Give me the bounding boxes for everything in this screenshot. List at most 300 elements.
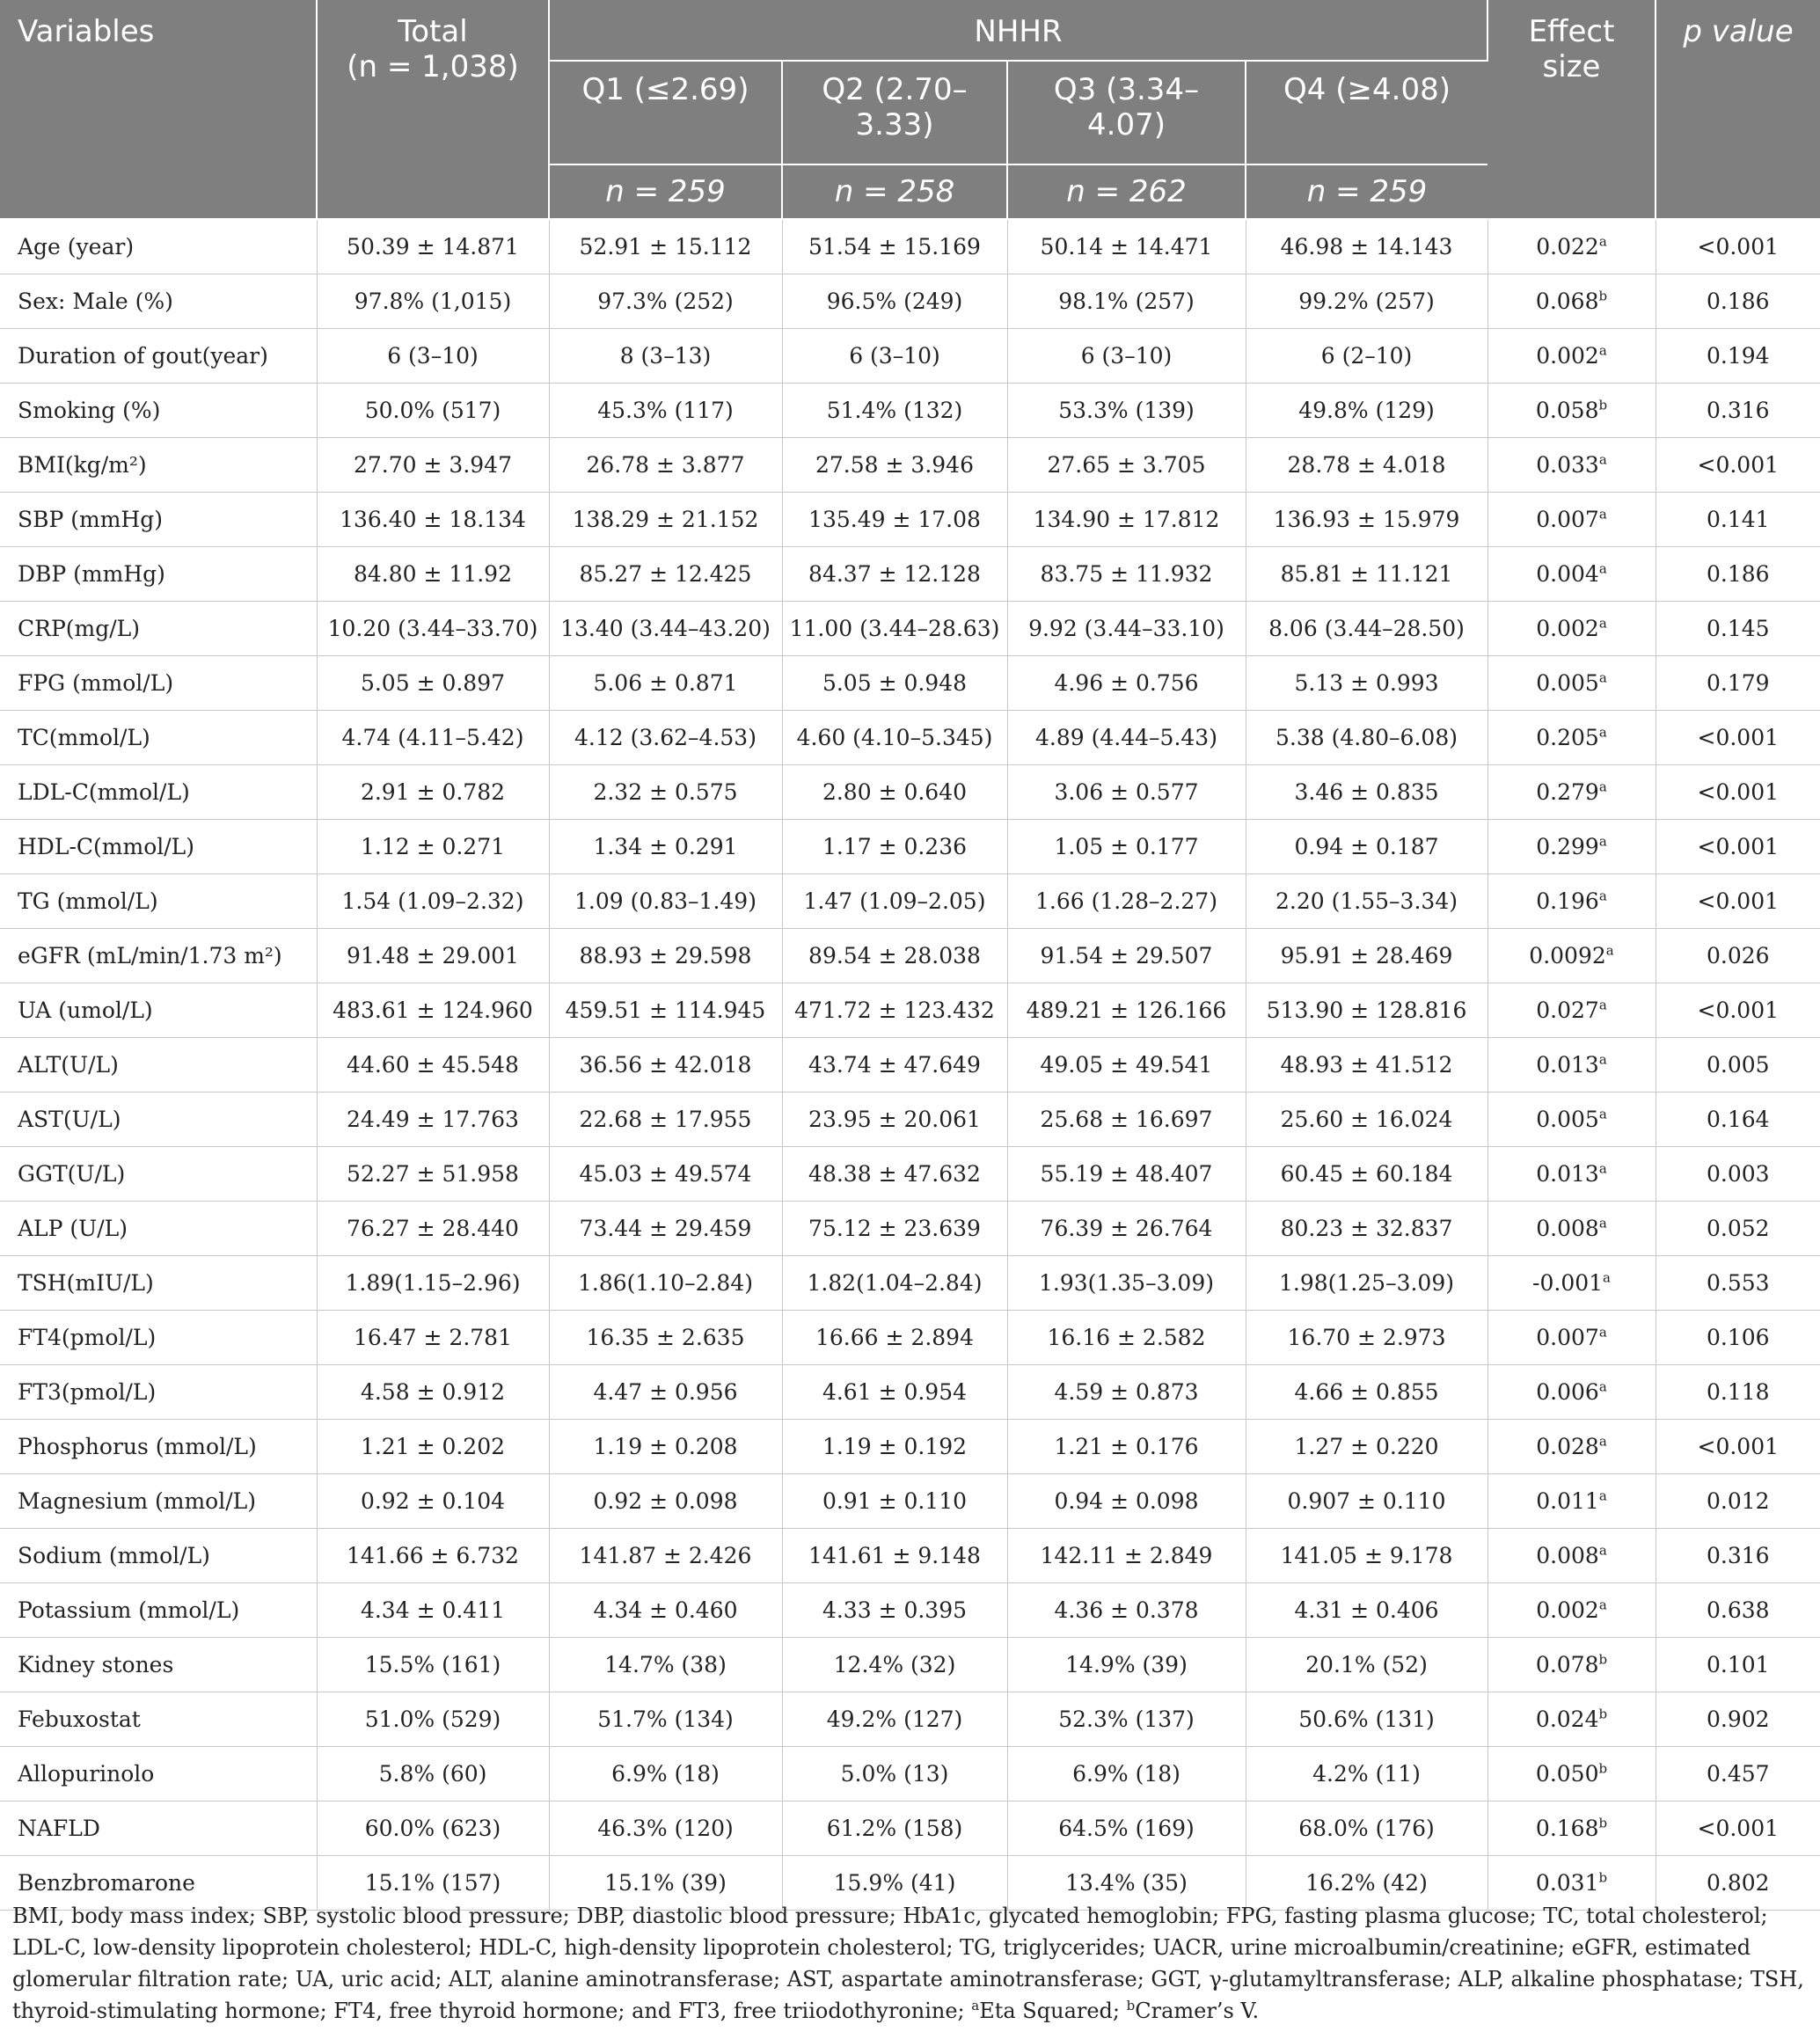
- q3-cell: 142.11 ± 2.849: [1007, 1529, 1246, 1583]
- p-value-cell: <0.001: [1656, 219, 1820, 274]
- effect-size-value: 0.005: [1536, 1106, 1599, 1132]
- variable-cell: NAFLD: [0, 1801, 317, 1856]
- q1-cell: 8 (3–13): [549, 329, 782, 384]
- variable-cell: TC(mmol/L): [0, 711, 317, 765]
- q2-cell: 2.80 ± 0.640: [782, 765, 1007, 820]
- effect-size-cell: [1487, 1256, 1656, 1311]
- q3-cell: 1.93(1.35–3.09): [1007, 1256, 1246, 1311]
- effect-size-superscript: a: [1605, 942, 1614, 959]
- variable-cell: TG (mmol/L): [0, 874, 317, 929]
- effect-size-value: -0.001: [1532, 1269, 1604, 1296]
- effect-size-cell: [1487, 1747, 1656, 1801]
- total-cell: 4.58 ± 0.912: [317, 1365, 549, 1420]
- q1-cell: 6.9% (18): [549, 1747, 782, 1801]
- total-cell: 1.12 ± 0.271: [317, 820, 549, 874]
- q4-cell: 20.1% (52): [1246, 1638, 1487, 1692]
- table-row: [0, 874, 1820, 929]
- q2-cell: 471.72 ± 123.432: [782, 983, 1007, 1038]
- p-value-cell: 0.457: [1656, 1747, 1820, 1801]
- effect-size-value: 0.008: [1536, 1542, 1599, 1568]
- q2-cell: 51.4% (132): [782, 384, 1007, 438]
- effect-size-superscript: a: [1598, 778, 1607, 795]
- q3-cell: 6.9% (18): [1007, 1747, 1246, 1801]
- q3-cell: 4.89 (4.44–5.43): [1007, 711, 1246, 765]
- q1-cell: 2.32 ± 0.575: [549, 765, 782, 820]
- header-q3: Q3 (3.34–4.07): [1007, 61, 1246, 164]
- q4-cell: 5.13 ± 0.993: [1246, 656, 1487, 711]
- total-cell: 2.91 ± 0.782: [317, 765, 549, 820]
- effect-size-cell: [1487, 1638, 1656, 1692]
- variable-cell: CRP(mg/L): [0, 602, 317, 656]
- q2-cell: 4.60 (4.10–5.345): [782, 711, 1007, 765]
- q3-cell: 16.16 ± 2.582: [1007, 1311, 1246, 1365]
- variable-cell: LDL-C(mmol/L): [0, 765, 317, 820]
- table-row: [0, 219, 1820, 274]
- q3-cell: 53.3% (139): [1007, 384, 1246, 438]
- q3-cell: 0.94 ± 0.098: [1007, 1474, 1246, 1529]
- q2-cell: 5.0% (13): [782, 1747, 1007, 1801]
- effect-size-superscript: a: [1598, 1324, 1607, 1341]
- q4-cell: 16.70 ± 2.973: [1246, 1311, 1487, 1365]
- effect-size-superscript: a: [1598, 997, 1607, 1013]
- q3-cell: 4.59 ± 0.873: [1007, 1365, 1246, 1420]
- q4-cell: 1.27 ± 0.220: [1246, 1420, 1487, 1474]
- effect-size-value: 0.168: [1535, 1815, 1599, 1841]
- q2-cell: 51.54 ± 15.169: [782, 219, 1007, 274]
- table-row: [0, 983, 1820, 1038]
- effect-size-cell: [1487, 1529, 1656, 1583]
- effect-size-value: 0.299: [1536, 833, 1599, 859]
- q3-cell: 13.4% (35): [1007, 1856, 1246, 1911]
- total-cell: 1.54 (1.09–2.32): [317, 874, 549, 929]
- variable-cell: DBP (mmHg): [0, 547, 317, 602]
- q4-cell: 8.06 (3.44–28.50): [1246, 602, 1487, 656]
- p-value-cell: <0.001: [1656, 820, 1820, 874]
- variable-cell: TSH(mIU/L): [0, 1256, 317, 1311]
- total-cell: 52.27 ± 51.958: [317, 1147, 549, 1202]
- effect-size-value: 0.058: [1535, 397, 1599, 423]
- variable-cell: FPG (mmol/L): [0, 656, 317, 711]
- header-q1-n: n = 259: [549, 164, 782, 219]
- effect-size-cell: [1487, 384, 1656, 438]
- table-row: [0, 1311, 1820, 1365]
- table-row: [0, 1747, 1820, 1801]
- variable-cell: GGT(U/L): [0, 1147, 317, 1202]
- effect-size-cell: [1487, 1474, 1656, 1529]
- q2-cell: 0.91 ± 0.110: [782, 1474, 1007, 1529]
- q3-cell: 6 (3–10): [1007, 329, 1246, 384]
- effect-size-value: 0.068: [1535, 288, 1599, 314]
- q1-cell: 16.35 ± 2.635: [549, 1311, 782, 1365]
- p-value-cell: 0.106: [1656, 1311, 1820, 1365]
- q4-cell: 1.98(1.25–3.09): [1246, 1256, 1487, 1311]
- table-row: [0, 1147, 1820, 1202]
- p-value-cell: 0.026: [1656, 929, 1820, 983]
- p-value-cell: 0.052: [1656, 1202, 1820, 1256]
- q1-cell: 88.93 ± 29.598: [549, 929, 782, 983]
- table-row: [0, 438, 1820, 493]
- total-cell: 1.89(1.15–2.96): [317, 1256, 549, 1311]
- table-row: [0, 493, 1820, 547]
- q4-cell: 4.31 ± 0.406: [1246, 1583, 1487, 1638]
- p-value-cell: 0.194: [1656, 329, 1820, 384]
- header-total: [317, 0, 549, 219]
- p-value-cell: <0.001: [1656, 983, 1820, 1038]
- q3-cell: 76.39 ± 26.764: [1007, 1202, 1246, 1256]
- total-cell: 1.21 ± 0.202: [317, 1420, 549, 1474]
- q1-cell: 4.12 (3.62–4.53): [549, 711, 782, 765]
- q1-cell: 13.40 (3.44–43.20): [549, 602, 782, 656]
- effect-size-cell: [1487, 1420, 1656, 1474]
- q3-cell: 1.66 (1.28–2.27): [1007, 874, 1246, 929]
- q2-cell: 15.9% (41): [782, 1856, 1007, 1911]
- effect-size-cell: [1487, 1692, 1656, 1747]
- p-value-cell: 0.553: [1656, 1256, 1820, 1311]
- variable-cell: HDL-C(mmol/L): [0, 820, 317, 874]
- table-row: [0, 1420, 1820, 1474]
- total-cell: 97.8% (1,015): [317, 274, 549, 329]
- total-cell: 5.05 ± 0.897: [317, 656, 549, 711]
- effect-size-superscript: a: [1598, 506, 1607, 523]
- total-cell: 44.60 ± 45.548: [317, 1038, 549, 1093]
- variable-cell: Allopurinolo: [0, 1747, 317, 1801]
- q1-cell: 14.7% (38): [549, 1638, 782, 1692]
- table-row: [0, 274, 1820, 329]
- table-row: [0, 711, 1820, 765]
- q3-cell: 50.14 ± 14.471: [1007, 219, 1246, 274]
- q4-cell: 4.66 ± 0.855: [1246, 1365, 1487, 1420]
- p-value-cell: 0.164: [1656, 1093, 1820, 1147]
- q2-cell: 43.74 ± 47.649: [782, 1038, 1007, 1093]
- variable-cell: Kidney stones: [0, 1638, 317, 1692]
- effect-size-value: 0.031: [1535, 1869, 1599, 1896]
- table-row: [0, 929, 1820, 983]
- q2-cell: 1.82(1.04–2.84): [782, 1256, 1007, 1311]
- effect-size-cell: [1487, 711, 1656, 765]
- q1-cell: 97.3% (252): [549, 274, 782, 329]
- header-group-nhhr: NHHR: [549, 0, 1487, 61]
- total-cell: 5.8% (60): [317, 1747, 549, 1801]
- effect-size-superscript: a: [1598, 1433, 1607, 1450]
- q4-cell: 48.93 ± 41.512: [1246, 1038, 1487, 1093]
- header-total-label: Total: [398, 14, 468, 49]
- q3-cell: 98.1% (257): [1007, 274, 1246, 329]
- p-value-cell: 0.186: [1656, 274, 1820, 329]
- q2-cell: 48.38 ± 47.632: [782, 1147, 1007, 1202]
- p-value-cell: <0.001: [1656, 1801, 1820, 1856]
- table-row: [0, 602, 1820, 656]
- variable-cell: SBP (mmHg): [0, 493, 317, 547]
- variable-cell: AST(U/L): [0, 1093, 317, 1147]
- total-cell: 4.34 ± 0.411: [317, 1583, 549, 1638]
- effect-size-value: 0.004: [1536, 560, 1599, 587]
- q1-cell: 51.7% (134): [549, 1692, 782, 1747]
- variable-cell: ALP (U/L): [0, 1202, 317, 1256]
- variable-cell: Sex: Male (%): [0, 274, 317, 329]
- table-row: [0, 1638, 1820, 1692]
- effect-size-superscript: b: [1598, 397, 1608, 413]
- q3-cell: 1.21 ± 0.176: [1007, 1420, 1246, 1474]
- header-q1: Q1 (≤2.69): [549, 61, 782, 164]
- effect-size-value: 0.002: [1536, 1597, 1599, 1623]
- p-value-cell: 0.145: [1656, 602, 1820, 656]
- total-cell: 483.61 ± 124.960: [317, 983, 549, 1038]
- q3-cell: 3.06 ± 0.577: [1007, 765, 1246, 820]
- q1-cell: 46.3% (120): [549, 1801, 782, 1856]
- effect-size-cell: [1487, 820, 1656, 874]
- variable-cell: Benzbromarone: [0, 1856, 317, 1911]
- effect-size-superscript: a: [1598, 615, 1607, 632]
- effect-size-superscript: a: [1598, 1378, 1607, 1395]
- footnote-abbreviations: BMI, body mass index; SBP, systolic blood pressure; DBP, diastolic blood pressure; HbA1c, glycated hemoglobin; FPG, fasting plasma glucose; TC, total cholesterol; LDL-C, low-density lipoprotein cholesterol; HDL-C, high-density lipoprotein cholesterol; TG, triglycerides; UACR, urine microalbumin/creatinine; eGFR, estimated glomerular filtration rate; UA, uric acid; ALT, alanine aminotransferase; AST, aspartate aminotransferase; GGT, γ-glutamyltransferase; ALP, alkaline phosphatase; TSH, thyroid-stimulating hormone; FT4, free thyroid hormone; and FT3, free triiodothyronine;: [12, 1904, 1804, 2023]
- q1-cell: 459.51 ± 114.945: [549, 983, 782, 1038]
- q4-cell: 49.8% (129): [1246, 384, 1487, 438]
- header-q3-n: n = 262: [1007, 164, 1246, 219]
- p-value-cell: <0.001: [1656, 711, 1820, 765]
- p-value-cell: <0.001: [1656, 438, 1820, 493]
- effect-size-superscript: a: [1598, 560, 1607, 577]
- q1-cell: 73.44 ± 29.459: [549, 1202, 782, 1256]
- effect-size-superscript: b: [1598, 1869, 1608, 1886]
- q4-cell: 68.0% (176): [1246, 1801, 1487, 1856]
- table-row: [0, 1256, 1820, 1311]
- variable-cell: Magnesium (mmol/L): [0, 1474, 317, 1529]
- q2-cell: 75.12 ± 23.639: [782, 1202, 1007, 1256]
- header-variables: Variables: [0, 0, 317, 219]
- footnote-sup-b: b: [1126, 1998, 1136, 2013]
- p-value-cell: 0.316: [1656, 384, 1820, 438]
- total-cell: 76.27 ± 28.440: [317, 1202, 549, 1256]
- table-row: [0, 1365, 1820, 1420]
- effect-size-cell: [1487, 1147, 1656, 1202]
- effect-size-cell: [1487, 219, 1656, 274]
- q4-cell: 4.2% (11): [1246, 1747, 1487, 1801]
- effect-size-value: 0.007: [1536, 1324, 1599, 1350]
- p-value-cell: 0.003: [1656, 1147, 1820, 1202]
- q4-cell: 99.2% (257): [1246, 274, 1487, 329]
- effect-size-cell: [1487, 656, 1656, 711]
- effect-size-cell: [1487, 1311, 1656, 1365]
- q1-cell: 52.91 ± 15.112: [549, 219, 782, 274]
- q2-cell: 27.58 ± 3.946: [782, 438, 1007, 493]
- p-value-cell: 0.005: [1656, 1038, 1820, 1093]
- variable-cell: UA (umol/L): [0, 983, 317, 1038]
- p-value-cell: 0.141: [1656, 493, 1820, 547]
- effect-size-cell: [1487, 1038, 1656, 1093]
- effect-size-value: 0.050: [1535, 1760, 1599, 1787]
- effect-size-superscript: a: [1598, 1106, 1607, 1122]
- total-cell: 136.40 ± 18.134: [317, 493, 549, 547]
- footnote-sup-a: a: [971, 1998, 980, 2013]
- effect-size-cell: [1487, 983, 1656, 1038]
- effect-size-value: 0.006: [1536, 1378, 1599, 1405]
- total-cell: 60.0% (623): [317, 1801, 549, 1856]
- p-value-cell: 0.012: [1656, 1474, 1820, 1529]
- table-body: [0, 219, 1820, 1911]
- q2-cell: 1.47 (1.09–2.05): [782, 874, 1007, 929]
- q4-cell: 0.94 ± 0.187: [1246, 820, 1487, 874]
- p-value-cell: 0.118: [1656, 1365, 1820, 1420]
- effect-size-value: 0.013: [1536, 1160, 1599, 1187]
- effect-size-superscript: b: [1598, 1706, 1608, 1722]
- effect-size-cell: [1487, 1093, 1656, 1147]
- footnote-cramer: Cramer’s V.: [1135, 1999, 1260, 2023]
- q3-cell: 14.9% (39): [1007, 1638, 1246, 1692]
- q4-cell: 80.23 ± 32.837: [1246, 1202, 1487, 1256]
- q2-cell: 49.2% (127): [782, 1692, 1007, 1747]
- effect-size-superscript: b: [1598, 1815, 1608, 1831]
- q4-cell: 2.20 (1.55–3.34): [1246, 874, 1487, 929]
- table-row: [0, 329, 1820, 384]
- q2-cell: 1.19 ± 0.192: [782, 1420, 1007, 1474]
- q1-cell: 1.09 (0.83–1.49): [549, 874, 782, 929]
- q4-cell: 28.78 ± 4.018: [1246, 438, 1487, 493]
- q2-cell: 96.5% (249): [782, 274, 1007, 329]
- total-cell: 84.80 ± 11.92: [317, 547, 549, 602]
- effect-size-superscript: a: [1598, 888, 1607, 904]
- effect-size-value: 0.024: [1535, 1706, 1599, 1732]
- p-value-cell: 0.638: [1656, 1583, 1820, 1638]
- effect-size-superscript: a: [1598, 1160, 1607, 1177]
- q4-cell: 16.2% (42): [1246, 1856, 1487, 1911]
- effect-size-value: 0.013: [1536, 1051, 1599, 1078]
- effect-size-superscript: a: [1598, 724, 1607, 741]
- table-row: [0, 1474, 1820, 1529]
- q2-cell: 141.61 ± 9.148: [782, 1529, 1007, 1583]
- table-row: [0, 765, 1820, 820]
- q3-cell: 83.75 ± 11.932: [1007, 547, 1246, 602]
- q2-cell: 61.2% (158): [782, 1801, 1007, 1856]
- effect-size-superscript: a: [1598, 1597, 1607, 1613]
- table-row: [0, 547, 1820, 602]
- total-cell: 91.48 ± 29.001: [317, 929, 549, 983]
- header-q2-n: n = 258: [782, 164, 1007, 219]
- q1-cell: 26.78 ± 3.877: [549, 438, 782, 493]
- effect-size-superscript: b: [1598, 288, 1608, 304]
- total-cell: 16.47 ± 2.781: [317, 1311, 549, 1365]
- q4-cell: 5.38 (4.80–6.08): [1246, 711, 1487, 765]
- p-value-cell: 0.316: [1656, 1529, 1820, 1583]
- q2-cell: 4.61 ± 0.954: [782, 1365, 1007, 1420]
- variable-cell: ALT(U/L): [0, 1038, 317, 1093]
- q3-cell: 4.36 ± 0.378: [1007, 1583, 1246, 1638]
- effect-size-cell: [1487, 1202, 1656, 1256]
- effect-size-superscript: a: [1598, 233, 1607, 250]
- q1-cell: 4.34 ± 0.460: [549, 1583, 782, 1638]
- total-cell: 6 (3–10): [317, 329, 549, 384]
- header-p-value: p value: [1656, 0, 1820, 219]
- effect-size-superscript: a: [1598, 1215, 1607, 1231]
- effect-size-superscript: a: [1598, 342, 1607, 359]
- variable-cell: Febuxostat: [0, 1692, 317, 1747]
- q1-cell: 15.1% (39): [549, 1856, 782, 1911]
- q3-cell: 4.96 ± 0.756: [1007, 656, 1246, 711]
- table-row: [0, 820, 1820, 874]
- header-effect-size: Effect size: [1487, 0, 1656, 219]
- effect-size-value: 0.007: [1536, 506, 1599, 532]
- variable-cell: BMI(kg/m²): [0, 438, 317, 493]
- effect-size-superscript: a: [1598, 1542, 1607, 1559]
- q3-cell: 9.92 (3.44–33.10): [1007, 602, 1246, 656]
- q3-cell: 25.68 ± 16.697: [1007, 1093, 1246, 1147]
- q3-cell: 64.5% (169): [1007, 1801, 1246, 1856]
- q2-cell: 135.49 ± 17.08: [782, 493, 1007, 547]
- q1-cell: 1.19 ± 0.208: [549, 1420, 782, 1474]
- q1-cell: 138.29 ± 21.152: [549, 493, 782, 547]
- q2-cell: 1.17 ± 0.236: [782, 820, 1007, 874]
- q4-cell: 3.46 ± 0.835: [1246, 765, 1487, 820]
- q3-cell: 49.05 ± 49.541: [1007, 1038, 1246, 1093]
- q4-cell: 0.907 ± 0.110: [1246, 1474, 1487, 1529]
- effect-size-value: 0.002: [1536, 342, 1599, 369]
- p-value-cell: 0.179: [1656, 656, 1820, 711]
- q1-cell: 0.92 ± 0.098: [549, 1474, 782, 1529]
- effect-size-cell: [1487, 274, 1656, 329]
- q2-cell: 4.33 ± 0.395: [782, 1583, 1007, 1638]
- effect-size-value: 0.196: [1536, 888, 1599, 914]
- table-row: [0, 1093, 1820, 1147]
- q1-cell: 1.86(1.10–2.84): [549, 1256, 782, 1311]
- total-cell: 24.49 ± 17.763: [317, 1093, 549, 1147]
- q4-cell: 25.60 ± 16.024: [1246, 1093, 1487, 1147]
- effect-size-cell: [1487, 1583, 1656, 1638]
- q1-cell: 141.87 ± 2.426: [549, 1529, 782, 1583]
- effect-size-value: 0.008: [1536, 1215, 1599, 1241]
- effect-size-cell: [1487, 874, 1656, 929]
- effect-size-value: 0.005: [1536, 669, 1599, 696]
- q4-cell: 513.90 ± 128.816: [1246, 983, 1487, 1038]
- effect-size-value: 0.0092: [1529, 942, 1606, 968]
- effect-size-cell: [1487, 1801, 1656, 1856]
- effect-size-value: 0.279: [1536, 778, 1599, 805]
- p-value-cell: <0.001: [1656, 765, 1820, 820]
- effect-size-superscript: a: [1598, 1487, 1607, 1504]
- effect-size-value: 0.027: [1536, 997, 1599, 1023]
- total-cell: 0.92 ± 0.104: [317, 1474, 549, 1529]
- effect-size-superscript: a: [1598, 833, 1607, 850]
- q1-cell: 85.27 ± 12.425: [549, 547, 782, 602]
- effect-size-cell: [1487, 765, 1656, 820]
- q4-cell: 6 (2–10): [1246, 329, 1487, 384]
- total-cell: 15.5% (161): [317, 1638, 549, 1692]
- p-value-cell: 0.802: [1656, 1856, 1820, 1911]
- total-cell: 10.20 (3.44–33.70): [317, 602, 549, 656]
- q4-cell: 136.93 ± 15.979: [1246, 493, 1487, 547]
- effect-size-value: 0.002: [1536, 615, 1599, 641]
- effect-size-value: 0.033: [1536, 451, 1599, 478]
- effect-size-cell: [1487, 438, 1656, 493]
- q2-cell: 12.4% (32): [782, 1638, 1007, 1692]
- header-q4: Q4 (≥4.08): [1246, 61, 1487, 164]
- effect-size-cell: [1487, 329, 1656, 384]
- table-row: [0, 1202, 1820, 1256]
- effect-size-value: 0.011: [1536, 1487, 1599, 1514]
- q2-cell: 16.66 ± 2.894: [782, 1311, 1007, 1365]
- q2-cell: 89.54 ± 28.038: [782, 929, 1007, 983]
- variable-cell: eGFR (mL/min/1.73 m²): [0, 929, 317, 983]
- q1-cell: 22.68 ± 17.955: [549, 1093, 782, 1147]
- table-row: [0, 1801, 1820, 1856]
- effect-size-cell: [1487, 602, 1656, 656]
- q3-cell: 134.90 ± 17.812: [1007, 493, 1246, 547]
- p-value-cell: 0.902: [1656, 1692, 1820, 1747]
- q2-cell: 5.05 ± 0.948: [782, 656, 1007, 711]
- table-row: [0, 1692, 1820, 1747]
- q2-cell: 11.00 (3.44–28.63): [782, 602, 1007, 656]
- effect-size-value: 0.205: [1536, 724, 1599, 750]
- p-value-cell: 0.101: [1656, 1638, 1820, 1692]
- header-q2: Q2 (2.70–3.33): [782, 61, 1007, 164]
